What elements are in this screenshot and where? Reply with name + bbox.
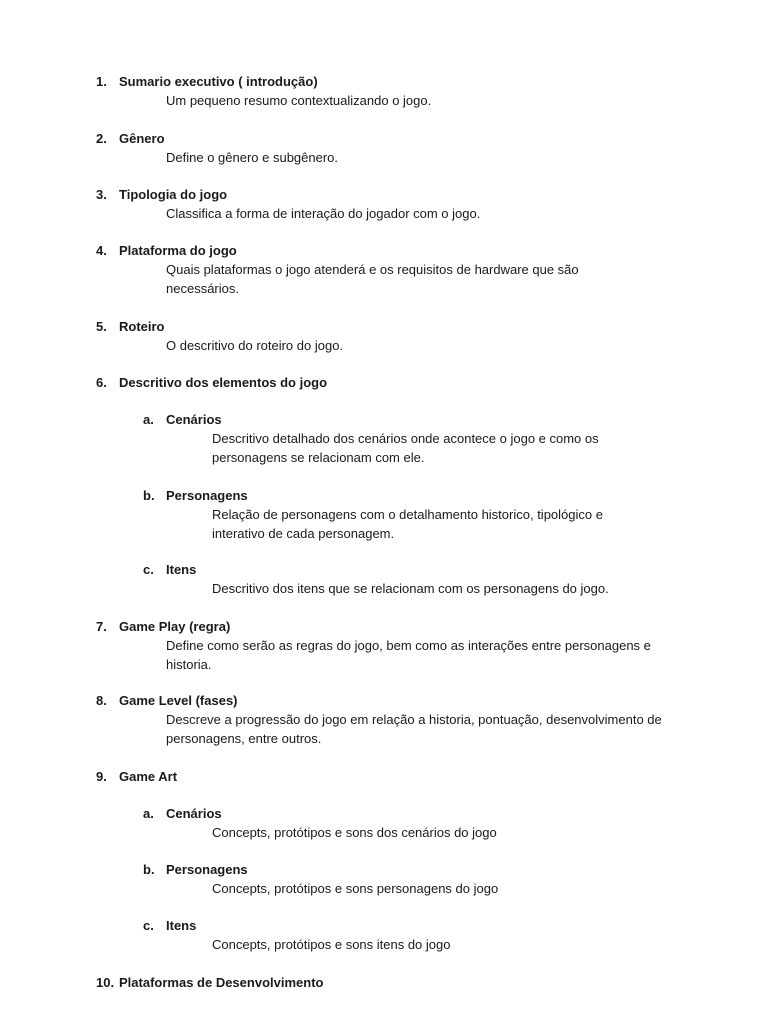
section-description: Classifica a forma de interação do jogador com o jogo. — [166, 206, 481, 221]
section-description: Define como serão as regras do jogo, bem como as interações entre personagens e historia. — [166, 638, 651, 672]
subsection-letter: c. — [143, 562, 154, 577]
section-number: 10. — [96, 975, 115, 990]
section-description: Quais plataformas o jogo atenderá e os requisitos de hardware que são necessários. — [166, 262, 579, 296]
subsection-title: Cenários — [166, 412, 222, 427]
section-title: Tipologia do jogo — [119, 187, 228, 202]
section-title: Roteiro — [119, 319, 165, 334]
subsection-title: Personagens — [166, 488, 248, 503]
subsection-description: Concepts, protótipos e sons dos cenários do jogo — [212, 825, 497, 840]
subsection-description: Descritivo dos itens que se relacionam com os personagens do jogo. — [212, 581, 609, 596]
subsection-letter: a. — [143, 412, 154, 427]
section-number: 6. — [96, 375, 107, 390]
section-number: 3. — [96, 187, 107, 202]
section-number: 7. — [96, 619, 107, 634]
subsection-title: Cenários — [166, 806, 222, 821]
subsection-letter: c. — [143, 918, 154, 933]
section-number: 5. — [96, 319, 107, 334]
section-number: 1. — [96, 74, 107, 89]
subsection-description: Relação de personagens com o detalhamento historico, tipológico e interativo de cada personagem. — [212, 507, 603, 541]
section-description: O descritivo do roteiro do jogo. — [166, 338, 344, 353]
subsection-description: Concepts, protótipos e sons itens do jogo — [212, 937, 451, 952]
section-title: Game Level (fases) — [119, 693, 238, 708]
section-title: Game Play (regra) — [119, 619, 231, 634]
section-number: 9. — [96, 769, 107, 784]
subsection-description: Descritivo detalhado dos cenários onde acontece o jogo e como os personagens se relacionam com ele. — [212, 431, 599, 465]
subsection-description: Concepts, protótipos e sons personagens do jogo — [212, 881, 499, 896]
subsection-letter: b. — [143, 488, 155, 503]
subsection-title: Personagens — [166, 862, 248, 877]
section-title: Sumario executivo ( introdução) — [119, 74, 318, 89]
section-number: 8. — [96, 693, 107, 708]
section-description: Define o gênero e subgênero. — [166, 150, 339, 165]
section-title: Game Art — [119, 769, 178, 784]
section-title: Descritivo dos elementos do jogo — [119, 375, 328, 390]
section-number: 2. — [96, 131, 107, 146]
subsection-letter: a. — [143, 806, 154, 821]
section-title: Gênero — [119, 131, 165, 146]
subsection-letter: b. — [143, 862, 155, 877]
section-title: Plataformas de Desenvolvimento — [119, 975, 324, 990]
section-description: Descreve a progressão do jogo em relação a historia, pontuação, desenvolvimento de personagens, entre outros. — [166, 712, 662, 746]
subsection-title: Itens — [166, 918, 197, 933]
section-number: 4. — [96, 243, 107, 258]
section-description: Um pequeno resumo contextualizando o jogo. — [166, 93, 432, 108]
section-title: Plataforma do jogo — [119, 243, 237, 258]
subsection-title: Itens — [166, 562, 197, 577]
